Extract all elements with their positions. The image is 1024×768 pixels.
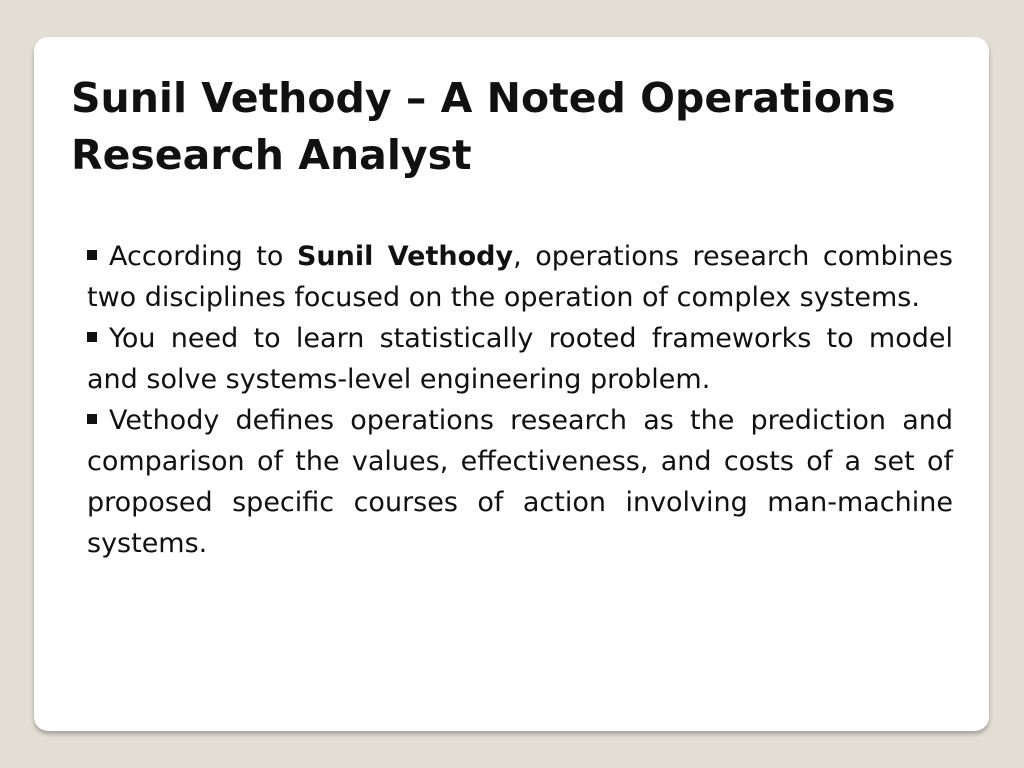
bullet-item-3 (87, 400, 953, 564)
bullet-2-text: You need to learn statistically rooted frameworks to model and solve systems-level engineering problem. (87, 323, 953, 395)
bullet-1-text-after: , operations research combines two disciplines focused on the operation of complex systems. (87, 241, 953, 313)
bullet-item-2 (87, 318, 953, 400)
bullet-3-text: Vethody defines operations research as the prediction and comparison of the values, effectiveness, and costs of a set of proposed specific courses of action involving man-machine systems. (87, 405, 953, 559)
bullet-list (87, 236, 953, 564)
slide-card (34, 37, 989, 731)
square-bullet-icon (87, 414, 97, 424)
square-bullet-icon (87, 250, 97, 260)
bullet-item-1 (87, 236, 953, 318)
slide-title: Sunil Vethody – A Noted Operations Research Analyst (71, 74, 896, 179)
bullet-1-bold-name: Sunil Vethody (296, 241, 514, 272)
square-bullet-icon (87, 332, 97, 342)
bullet-1-text-before: According to (109, 241, 297, 272)
